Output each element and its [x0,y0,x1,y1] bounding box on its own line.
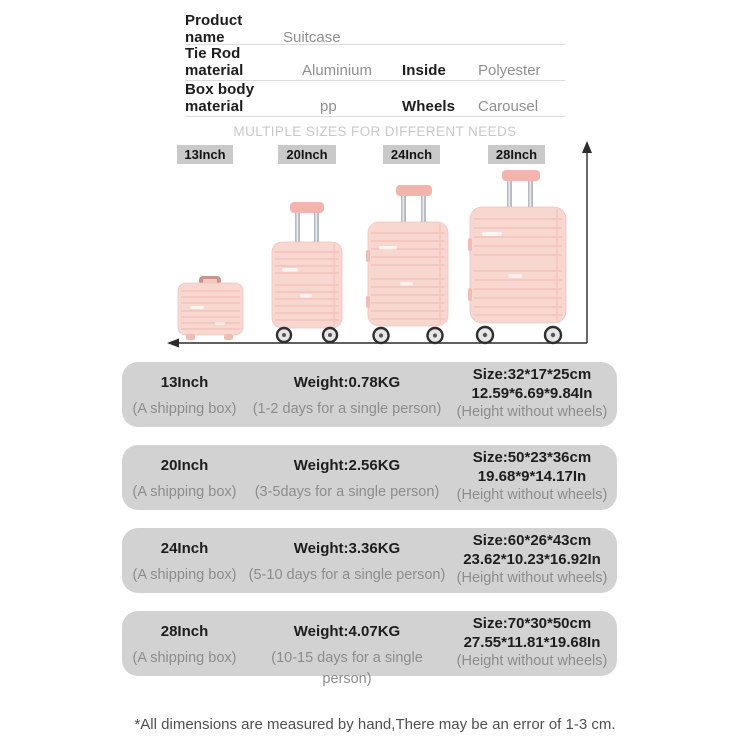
row-dimensions-cm: Size:60*26*43cm [472,532,592,549]
row-size-label: 28Inch [160,623,209,640]
row-size-label: 24Inch [160,540,209,557]
spec-value: pp [320,98,337,115]
size-detail-row-24inch [122,528,617,593]
size-chip-20inch: 20Inch [278,145,336,164]
row-size-note: (A shipping box) [132,567,237,583]
spec-label: Inside [402,62,446,79]
spec-row-body-wheels [185,81,565,117]
row-dimensions-cm: Size:32*17*25cm [472,366,592,383]
size-chip-13inch: 13Inch [177,145,233,164]
spec-label: Tie Rod material [185,45,244,79]
size-detail-row-28inch [122,611,617,687]
spec-table [185,12,565,117]
spec-label: Wheels [402,98,456,115]
row-weight: Weight:3.36KG [293,540,401,557]
row-dimensions-in: 23.62*10.23*16.92In [463,551,601,568]
left-arrowhead-icon [167,339,179,348]
sizes-section-title: MULTIPLE SIZES FOR DIFFERENT NEEDS [233,124,517,139]
spec-value: Carousel [478,98,539,115]
spec-row-product-name [185,12,565,45]
row-dimensions-note: (Height without wheels) [456,487,608,503]
size-detail-row-20inch [122,445,617,510]
row-dimensions-cm: Size:50*23*36cm [472,449,592,466]
row-dimensions-in: 27.55*11.81*19.68In [463,634,601,651]
row-size-note: (A shipping box) [132,650,237,666]
row-weight-note: (10-15 days for a single person) [271,650,423,687]
row-size-label: 13Inch [160,374,209,391]
spec-row-materials [185,45,565,81]
suitcase-28inch-illustration [468,170,566,343]
row-weight: Weight:4.07KG [293,623,401,640]
row-weight: Weight:0.78KG [293,374,401,391]
spec-value: Aluminium [302,62,373,79]
suitcase-24inch-illustration [366,185,448,343]
measurement-disclaimer: *All dimensions are measured by hand,There may be an error of 1-3 cm. [134,716,616,733]
row-dimensions-note: (Height without wheels) [456,570,608,586]
row-dimensions-note: (Height without wheels) [456,404,608,420]
row-size-note: (A shipping box) [132,401,237,417]
row-dimensions-in: 19.68*9*14.17In [477,468,587,485]
row-weight-note: (1-2 days for a single person) [252,401,442,417]
row-size-note: (A shipping box) [132,484,237,500]
row-weight-note: (5-10 days for a single person) [248,567,446,583]
suitcase-13inch-illustration [178,276,243,340]
spec-value: Polyester [478,62,541,79]
size-detail-row-13inch [122,362,617,427]
suitcase-20inch-illustration [272,202,342,342]
up-arrowhead-icon [582,141,592,153]
row-dimensions-note: (Height without wheels) [456,653,608,669]
row-size-label: 20Inch [160,457,209,474]
size-chip-28inch: 28Inch [488,145,545,164]
spec-value: Suitcase [283,29,341,46]
spec-label: Product name [185,12,243,46]
spec-label: Box body material [185,81,255,115]
size-comparison-illustration [160,138,610,348]
row-dimensions-in: 12.59*6.69*9.84In [471,385,593,402]
row-weight: Weight:2.56KG [293,457,401,474]
size-chip-24inch: 24Inch [383,145,440,164]
row-weight-note: (3-5days for a single person) [254,484,440,500]
row-dimensions-cm: Size:70*30*50cm [472,615,592,632]
